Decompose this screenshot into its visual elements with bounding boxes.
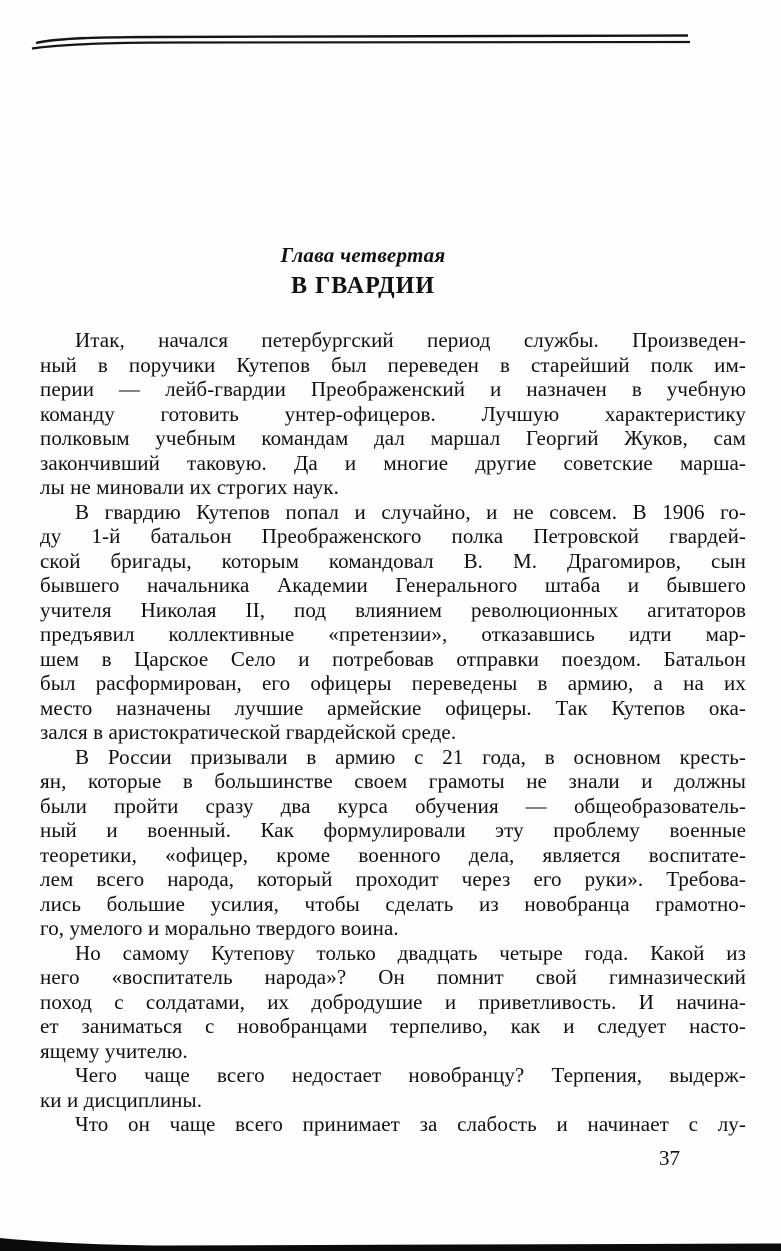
text-line: ки и дисциплины. [40, 1087, 203, 1112]
text-line: го, умелого и морально твердого воина. [40, 916, 399, 940]
text-line: закончивший таковую. Да и многие другие советские марша- [40, 450, 746, 475]
text-line: Чего чаще всего недостает новобранцу? Терпения, выдерж- [75, 1063, 746, 1087]
body-text [40, 328, 746, 1137]
text-line: перии — лейб-гвардии Преображенский и назначен в учебную [40, 377, 746, 401]
text-line: В России призывали в армию с 21 года, в основном кресть- [75, 744, 746, 769]
text-line: команду готовить унтер-офицеров. Лучшую характеристику [40, 401, 746, 426]
text-line: ской бригады, которым командовал В. М. Драгомиров, сын [40, 548, 746, 573]
text-line: лем всего народа, который проходит через его руки». Требова- [40, 867, 746, 891]
text-line: шем в Царское Село и потребовав отправки поездом. Батальон [40, 646, 746, 671]
top-double-rule [0, 0, 781, 60]
text-line: Итак, начался петербургский период службы. Произведен- [75, 328, 746, 352]
text-line: был расформирован, его офицеры переведены в армию, а на их [40, 671, 746, 695]
chapter-title: В ГВАРДИИ [290, 273, 436, 299]
text-line: лы не миновали их строгих наук. [40, 475, 339, 499]
bottom-scan-edge [0, 1225, 781, 1251]
page-number: 37 [659, 1146, 680, 1170]
text-line: него «воспитатель народа»? Он помнит свой гимназический [40, 965, 746, 989]
text-line: поход с солдатами, их добродушие и приветливость. И начина- [40, 989, 746, 1014]
text-line: ный в поручики Кутепов был переведен в старейший полк им- [40, 352, 746, 377]
text-line: полковым учебным командам дал маршал Георгий Жуков, сам [40, 426, 746, 450]
text-line: ду 1-й батальон Преображенского полка Петровской гвардей- [40, 524, 746, 548]
text-line: место назначены лучшие армейские офицеры. Так Кутепов ока- [40, 695, 746, 720]
chapter-heading [10, 243, 716, 299]
text-line: Но самому Кутепову только двадцать четыре года. Какой из [75, 940, 746, 965]
text-line: ян, которые в большинстве своем грамоты не знали и должны [40, 769, 746, 793]
text-line: ящему учителю. [40, 1038, 188, 1063]
text-line: зался в аристократической гвардейской среде. [40, 720, 457, 744]
text-line: В гвардию Кутепов попал и случайно, и не совсем. В 1906 го- [75, 499, 746, 524]
text-line: теоретики, «офицер, кроме военного дела, является воспитате- [40, 842, 746, 867]
chapter-label: Глава четвертая [280, 243, 446, 267]
text-line: предъявил коллективные «претензии», отказавшись идти мар- [40, 622, 746, 646]
text-line: Что он чаще всего принимает за слабость и начинает с лу- [75, 1112, 746, 1136]
text-line: были пройти сразу два курса обучения — общеобразователь- [40, 793, 746, 818]
text-line: ет заниматься с новобранцами терпеливо, как и следует насто- [40, 1014, 746, 1038]
text-line: бывшего начальника Академии Генерального штаба и бывшего [40, 573, 746, 597]
text-line: лись большие усилия, чтобы сделать из новобранца грамотно- [40, 891, 746, 916]
text-line: ный и военный. Как формулировали эту проблему военные [40, 818, 746, 842]
text-line: учителя Николая II, под влиянием революционных агитаторов [40, 597, 746, 622]
